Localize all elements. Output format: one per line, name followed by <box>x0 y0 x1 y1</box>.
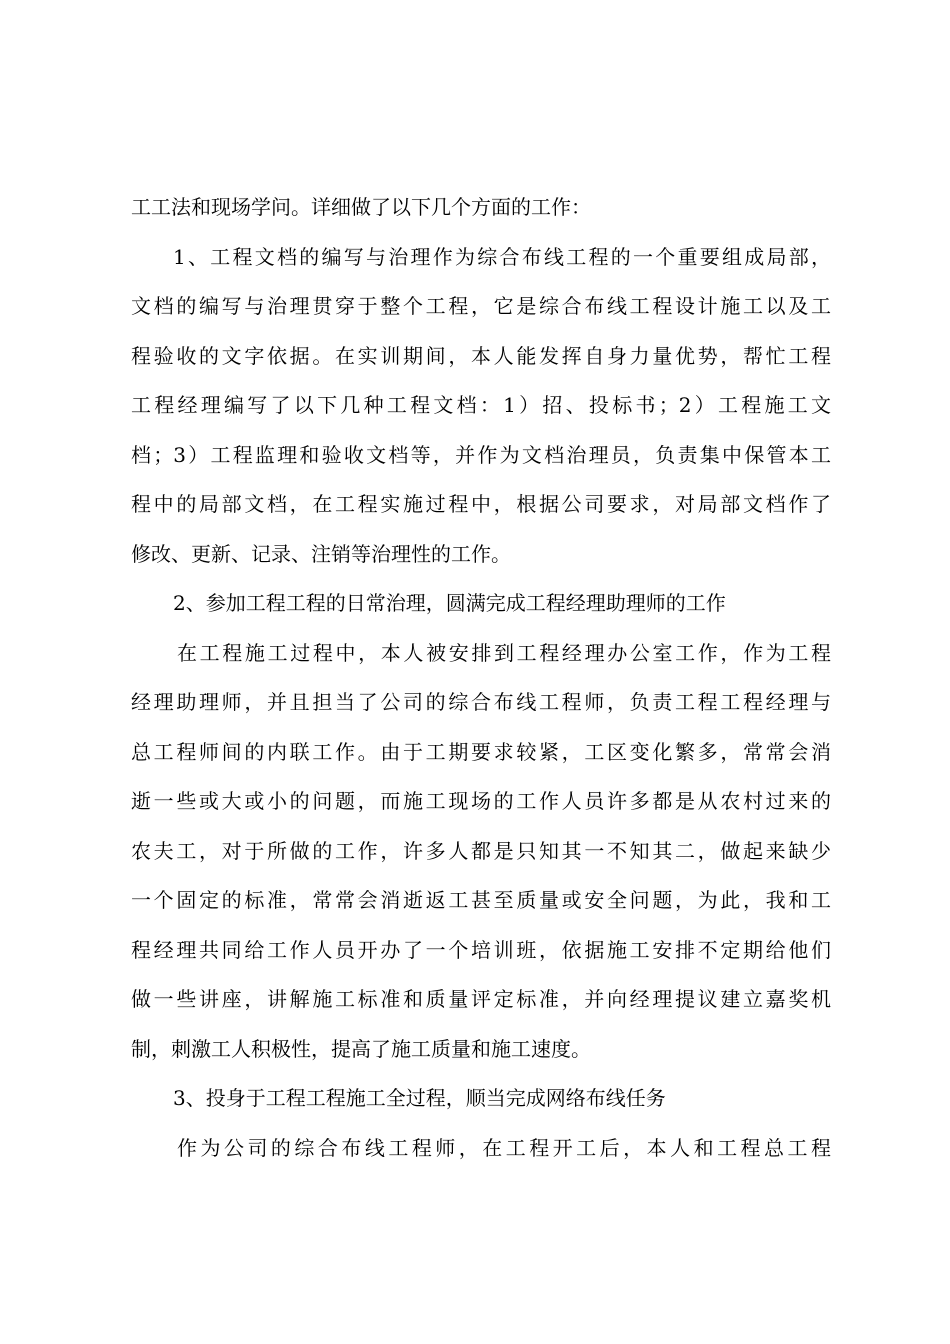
body-text <box>131 183 831 1173</box>
text-line-10: 在工程施工过程中，本人被安排到工程经理办公室工作，作为工程 <box>177 640 831 665</box>
text-line-20: 作为公司的综合布线工程师，在工程开工后，本人和工程总工程 <box>177 1135 831 1160</box>
text-line-1: 工工法和现场学问。详细做了以下几个方面的工作： <box>131 195 591 219</box>
text-line-6: 档；3）工程监理和验收文档等，并作为文档治理员，负责集中保管本工 <box>131 442 831 467</box>
text-line-13: 逝一些或大或小的问题，而施工现场的工作人员许多都是从农村过来的 <box>131 789 831 813</box>
text-line-8: 修改、更新、记录、注销等治理性的工作。 <box>131 541 511 566</box>
text-line-18: 制，刺激工人积极性，提高了施工质量和施工速度。 <box>131 1036 591 1061</box>
text-line-11: 经理助理师，并且担当了公司的综合布线工程师，负责工程工程经理与 <box>131 690 831 714</box>
text-line-7: 程中的局部文档，在工程实施过程中，根据公司要求，对局部文档作了 <box>131 492 831 516</box>
text-line-3: 文档的编写与治理贯穿于整个工程，它是综合布线工程设计施工以及工 <box>131 294 831 318</box>
text-line-14: 农夫工，对于所做的工作，许多人都是只知其一不知其二，做起来缺少 <box>131 838 831 863</box>
section-2-heading: 2、参加工程工程的日常治理，圆满完成工程经理助理师的工作 <box>173 591 726 615</box>
text-line-17: 做一些讲座，讲解施工标准和质量评定标准，并向经理提议建立嘉奖机 <box>131 987 831 1011</box>
text-line-4: 程验收的文字依据。在实训期间，本人能发挥自身力量优势，帮忙工程 <box>131 343 831 368</box>
section-3-heading: 3、投身于工程工程施工全过程，顺当完成网络布线任务 <box>173 1086 666 1110</box>
text-line-15: 一个固定的标准，常常会消逝返工甚至质量或安全问题，为此，我和工 <box>131 888 831 912</box>
text-line-16: 程经理共同给工作人员开办了一个培训班，依据施工安排不定期给他们 <box>131 937 831 962</box>
text-line-5: 工程经理编写了以下几种工程文档：1）招、投标书；2）工程施工文 <box>131 393 831 417</box>
section-1-heading: 1、工程文档的编写与治理作为综合布线工程的一个重要组成局部， <box>173 244 831 269</box>
text-line-12: 总工程师间的内联工作。由于工期要求较紧，工区变化繁多，常常会消 <box>131 739 831 764</box>
